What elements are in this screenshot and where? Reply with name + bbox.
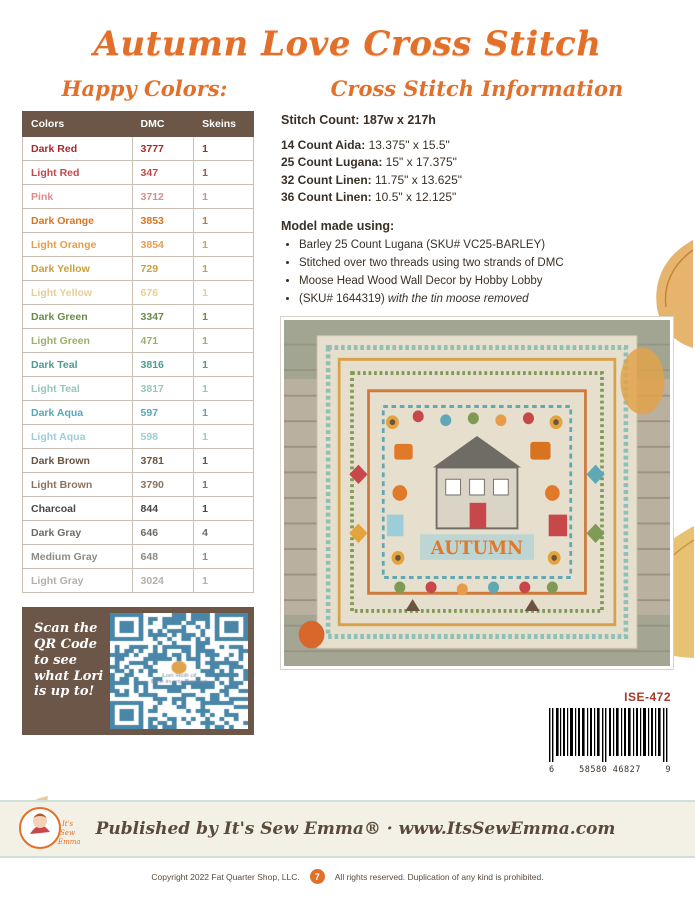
model-item-text: Stitched over two threads using two strands of DMC [299,256,564,269]
dmc-number: 598 [132,425,194,449]
fabric-count-label: 32 Count Linen: [281,172,372,187]
copyright-left: Copyright 2022 Fat Quarter Shop, LLC. [151,871,300,882]
color-name: Dark Red [23,137,133,161]
skein-count: 1 [194,425,254,449]
fabric-count-label: 36 Count Linen: [281,190,372,205]
dmc-number: 3347 [132,305,194,329]
skein-count: 4 [194,521,254,545]
color-name: Light Aqua [23,425,133,449]
skein-count: 1 [194,329,254,353]
stitch-count [281,113,673,127]
barcode-digit-left: 6 [549,765,555,775]
page-title: Autumn Love Cross Stitch [93,24,602,64]
list-item [299,273,673,289]
fabric-count-value: 15" x 17.375" [382,155,457,170]
barcode-digit-right: 9 [665,765,671,775]
footer-published-text: Published by It's Sew Emma® · www.ItsSewEmma.com [95,819,616,839]
skein-count: 1 [194,473,254,497]
qr-line-2: QR Code [34,636,98,652]
svg-text:Sew: Sew [60,829,75,837]
header-dmc: DMC [132,112,194,137]
dmc-number: 646 [132,521,194,545]
dmc-number: 844 [132,497,194,521]
left-column [22,74,267,735]
dmc-number: 729 [132,257,194,281]
dmc-number: 676 [132,281,194,305]
skein-count: 1 [194,353,254,377]
list-item [299,237,673,253]
dmc-number: 3854 [132,233,194,257]
color-name: Dark Brown [23,449,133,473]
color-name: Dark Orange [23,209,133,233]
table-row [23,425,254,449]
table-row [23,233,254,257]
fabric-count-value: 11.75" x 13.625" [371,172,463,187]
dmc-number: 3853 [132,209,194,233]
svg-text:AUTUMN: AUTUMN [430,537,524,560]
skein-count: 1 [194,497,254,521]
colors-table [22,111,254,593]
skein-count: 1 [194,401,254,425]
right-column [267,74,673,735]
dmc-number: 3790 [132,473,194,497]
color-name: Light Red [23,161,133,185]
list-item [299,255,673,271]
skein-count: 1 [194,377,254,401]
table-row [23,137,254,161]
table-row [23,185,254,209]
dmc-number: 3817 [132,377,194,401]
table-row [23,161,254,185]
svg-text:It's: It's [62,820,74,828]
color-name: Light Green [23,329,133,353]
table-row [23,281,254,305]
dmc-number: 347 [132,161,194,185]
qr-code-image[interactable] [110,613,248,729]
table-row [23,353,254,377]
table-row [23,497,254,521]
color-name: Dark Aqua [23,401,133,425]
table-row [23,305,254,329]
table-row [23,377,254,401]
skein-count: 1 [194,161,254,185]
skein-count: 1 [194,209,254,233]
table-row [23,257,254,281]
fabric-counts-list [281,137,673,207]
dmc-number: 471 [132,329,194,353]
table-row [23,449,254,473]
copyright-right: All rights reserved. Duplication of any kind is prohibited. [334,871,544,882]
dmc-number: 3712 [132,185,194,209]
logo-illustration [16,804,86,854]
qr-instructions [22,607,110,735]
project-photo-illustration [284,320,670,666]
page-number: 7 [310,869,325,884]
barcode-digit-middle: 58580 46827 [579,765,641,775]
dmc-number: 3781 [132,449,194,473]
table-row [23,209,254,233]
table-row [23,329,254,353]
dmc-number: 597 [132,401,194,425]
color-name: Dark Green [23,305,133,329]
color-name: Light Teal [23,377,133,401]
barcode-digits [547,764,673,775]
table-row [23,473,254,497]
skein-count: 1 [194,449,254,473]
color-name: Medium Gray [23,545,133,569]
fabric-count-value: 13.375" x 15.5" [365,138,450,152]
qr-line-4: what Lori [34,668,104,684]
svg-text:Emma: Emma [58,838,81,846]
table-row [23,545,254,569]
color-name: Dark Gray [23,521,133,545]
qr-code-box [22,607,254,735]
model-item-italic: with the tin moose removed [387,292,529,305]
dmc-number: 3777 [132,137,194,161]
stitch-count-value: 187w x 217h [362,113,436,127]
content-columns [0,64,695,735]
table-header-row [23,112,254,137]
dmc-number: 648 [132,545,194,569]
skein-count: 1 [194,233,254,257]
color-name: Pink [23,185,133,209]
fabric-count-row [281,154,673,171]
dmc-number: 3024 [132,569,194,593]
qr-line-5: is up to! [34,684,95,700]
table-row [23,569,254,593]
model-item-text: Moose Head Wood Wall Decor by Hobby Lobby [299,274,543,287]
table-row [23,521,254,545]
barcode [547,706,673,780]
skein-count: 1 [194,305,254,329]
color-name: Light Gray [23,569,133,593]
project-photo [281,317,673,669]
model-item-text: (SKU# 1644319) [299,292,388,305]
fabric-count-label: 14 Count Aida: [281,138,366,152]
table-row [23,401,254,425]
skein-count: 1 [194,137,254,161]
header-colors: Colors [23,112,133,137]
skein-count: 1 [194,281,254,305]
color-name: Light Brown [23,473,133,497]
fabric-count-row [281,189,673,206]
cross-stitch-info-heading: Cross Stitch Information [330,76,624,101]
list-item [299,291,673,307]
qr-line-3: to see [34,652,78,668]
copyright-row [0,869,695,884]
stitch-count-label: Stitch Count: [281,113,360,127]
skein-count: 1 [194,545,254,569]
product-code: ISE-472 [624,690,671,704]
model-details-list [281,237,673,307]
skein-count: 1 [194,185,254,209]
fabric-count-value: 10.5" x 12.125" [371,190,457,205]
color-name: Light Yellow [23,281,133,305]
happy-colors-heading: Happy Colors: [61,76,228,101]
fabric-count-label: 25 Count Lugana: [281,155,383,170]
barcode-bars [547,706,673,764]
its-sew-emma-logo [16,804,86,854]
skein-count: 1 [194,569,254,593]
fabric-count-row [281,172,673,189]
fabric-count-row [281,137,673,154]
header-skeins: Skeins [194,112,254,137]
color-name: Charcoal [23,497,133,521]
color-name: Dark Yellow [23,257,133,281]
dmc-number: 3816 [132,353,194,377]
footer-band [0,800,695,858]
model-made-using-label: Model made using: [281,218,395,233]
color-name: Dark Teal [23,353,133,377]
skein-count: 1 [194,257,254,281]
qr-line-1: Scan the [34,621,98,636]
color-name: Light Orange [23,233,133,257]
model-item-text: Barley 25 Count Lugana (SKU# VC25-BARLEY) [299,238,546,251]
